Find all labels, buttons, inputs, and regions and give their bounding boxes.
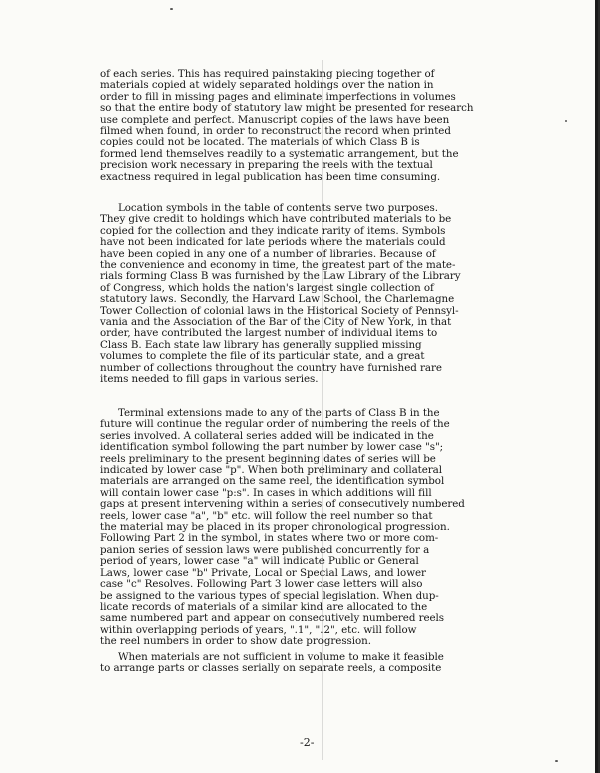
text-line: have not been indicated for late periods where the materials could bbox=[100, 236, 446, 249]
text-line: Class B. Each state law library has generally supplied missing bbox=[100, 338, 422, 351]
paragraph-2 bbox=[100, 203, 532, 386]
text-line: identification symbol following the part number by lower case "s"; bbox=[100, 441, 444, 454]
text-line: series involved. A collateral series added will be indicated in the bbox=[100, 429, 434, 442]
text-line: have been copied in any one of a number of libraries. Because of bbox=[100, 247, 436, 260]
text-line: the convenience and economy in time, the greatest part of the mate- bbox=[100, 259, 456, 272]
page-number: -2- bbox=[300, 736, 315, 749]
text-line: within overlapping periods of years, ".1", ".2", etc. will follow bbox=[100, 623, 417, 636]
text-line: use complete and perfect. Manuscript copies of the laws have been bbox=[100, 113, 450, 126]
text-line: period of years, lower case "a" will indicate Public or General bbox=[100, 555, 419, 568]
text-line: panion series of session laws were published concurrently for a bbox=[100, 543, 430, 556]
text-line: of each series. This has required painstaking piecing together of bbox=[100, 68, 435, 80]
text-line: They give credit to holdings which have contributed materials to be bbox=[100, 213, 452, 226]
text-line: be assigned to the various types of special legislation. When dup- bbox=[100, 589, 439, 602]
text-line: copied for the collection and they indicate rarity of items. Symbols bbox=[100, 224, 446, 237]
text-line: When materials are not sufficient in volume to make it feasible bbox=[118, 651, 444, 663]
text-line: items needed to fill gaps in various series. bbox=[100, 373, 319, 386]
scan-edge bbox=[595, 0, 598, 773]
text-line: to arrange parts or classes serially on separate reels, a composite bbox=[100, 662, 442, 675]
text-line: materials copied at widely separated holdings over the nation in bbox=[100, 79, 434, 92]
scan-speck bbox=[555, 760, 558, 762]
text-line: of Congress, which holds the nation's largest single collection of bbox=[100, 281, 434, 294]
text-line: precision work necessary in preparing the reels with the textual bbox=[100, 159, 433, 172]
paragraph-1 bbox=[100, 69, 532, 183]
text-line: vania and the Association of the Bar of the City of New York, in that bbox=[100, 316, 452, 329]
text-line: Following Part 2 in the symbol, in states where two or more com- bbox=[100, 532, 439, 545]
text-line: case "c" Resolves. Following Part 3 lower case letters will also bbox=[100, 578, 423, 591]
text-line: order, have contributed the largest number of individual items to bbox=[100, 327, 438, 340]
text-line: Terminal extensions made to any of the parts of Class B in the bbox=[118, 407, 440, 419]
text-line: statutory laws. Secondly, the Harvard Law School, the Charlemagne bbox=[100, 293, 455, 306]
text-line: gaps at present intervening within a series of consecutively numbered bbox=[100, 498, 465, 511]
text-line: so that the entire body of statutory law might be presented for research bbox=[100, 102, 474, 115]
text-line: reels preliminary to the present beginning dates of series will be bbox=[100, 452, 436, 465]
text-line: reels, lower case "a", "b" etc. will follow the reel number so that bbox=[100, 509, 433, 522]
text-line: indicated by lower case "p". When both preliminary and collateral bbox=[100, 464, 442, 477]
text-line: future will continue the regular order of numbering the reels of the bbox=[100, 418, 450, 431]
text-line: rials forming Class B was furnished by the Law Library of the Library bbox=[100, 270, 461, 283]
scan-speck bbox=[565, 120, 567, 122]
text-line: filmed when found, in order to reconstruct the record when printed bbox=[100, 125, 451, 138]
text-line: licate records of materials of a similar kind are allocated to the bbox=[100, 600, 428, 613]
text-line: volumes to complete the file of its particular state, and a great bbox=[100, 350, 425, 363]
text-line: same numbered part and appear on consecutively numbered reels bbox=[100, 612, 445, 625]
text-line: materials are arranged on the same reel, the identification symbol bbox=[100, 475, 445, 488]
text-line: the material may be placed in its proper chronological progression. bbox=[100, 521, 450, 534]
text-line: Tower Collection of colonial laws in the Historical Society of Pennsyl- bbox=[100, 304, 459, 317]
text-line: copies could not be located. The materials of which Class B is bbox=[100, 136, 420, 149]
text-line: exactness required in legal publication has been time consuming. bbox=[100, 170, 441, 183]
text-line: order to fill in missing pages and eliminate imperfections in volumes bbox=[100, 90, 456, 103]
text-line: Laws, lower case "b" Private, Local or Special Laws, and lower bbox=[100, 566, 426, 579]
text-line: the reel numbers in order to show date progression. bbox=[100, 635, 371, 648]
text-line: formed lend themselves readily to a systematic arrangement, but the bbox=[100, 147, 459, 160]
text-line: will contain lower case "p:s". In cases in which additions will fill bbox=[100, 486, 432, 499]
text-line: Location symbols in the table of contents serve two purposes. bbox=[118, 202, 439, 214]
text-line: number of collections throughout the country have furnished rare bbox=[100, 361, 442, 374]
scan-speck bbox=[170, 8, 173, 10]
paragraph-3 bbox=[100, 408, 532, 648]
paragraph-4 bbox=[100, 652, 532, 675]
